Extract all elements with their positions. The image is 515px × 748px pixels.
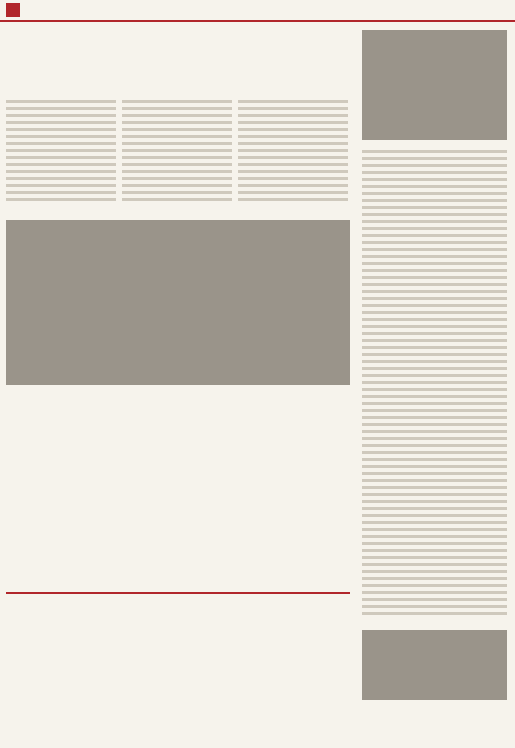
- text-line: [238, 107, 348, 110]
- text-line: [238, 128, 348, 131]
- text-line: [362, 178, 507, 181]
- text-line: [6, 198, 116, 201]
- text-line: [122, 170, 232, 173]
- text-line: [362, 332, 507, 335]
- text-line: [362, 402, 507, 405]
- text-line: [6, 184, 116, 187]
- text-line: [122, 100, 232, 103]
- text-line: [362, 255, 507, 258]
- text-line: [362, 549, 507, 552]
- text-line: [362, 164, 507, 167]
- text-line: [362, 381, 507, 384]
- text-line: [362, 199, 507, 202]
- text-line: [362, 556, 507, 559]
- text-line: [238, 170, 348, 173]
- text-line: [6, 177, 116, 180]
- text-line: [362, 171, 507, 174]
- text-line: [362, 297, 507, 300]
- text-line: [362, 241, 507, 244]
- text-line: [362, 577, 507, 580]
- text-line: [122, 107, 232, 110]
- text-line: [122, 135, 232, 138]
- text-line: [238, 177, 348, 180]
- text-line: [362, 444, 507, 447]
- middle-column-text: [122, 100, 232, 210]
- side-column-text: [362, 150, 507, 620]
- text-line: [362, 325, 507, 328]
- text-line: [362, 514, 507, 517]
- text-line: [6, 156, 116, 159]
- text-line: [6, 135, 116, 138]
- text-line: [362, 472, 507, 475]
- text-line: [362, 339, 507, 342]
- text-line: [6, 163, 116, 166]
- text-line: [362, 234, 507, 237]
- text-line: [362, 353, 507, 356]
- text-line: [122, 121, 232, 124]
- text-line: [362, 591, 507, 594]
- text-line: [362, 416, 507, 419]
- text-line: [238, 100, 348, 103]
- text-line: [362, 479, 507, 482]
- text-line: [6, 100, 116, 103]
- text-line: [362, 563, 507, 566]
- text-line: [122, 142, 232, 145]
- text-line: [6, 114, 116, 117]
- text-line: [362, 535, 507, 538]
- text-line: [362, 367, 507, 370]
- text-line: [6, 170, 116, 173]
- text-line: [238, 135, 348, 138]
- text-line: [362, 493, 507, 496]
- text-line: [238, 184, 348, 187]
- text-line: [362, 570, 507, 573]
- text-line: [122, 163, 232, 166]
- text-line: [362, 521, 507, 524]
- text-line: [122, 149, 232, 152]
- text-line: [6, 191, 116, 194]
- bottom-right-photo: [362, 630, 507, 700]
- left-column-text: [6, 100, 116, 210]
- text-line: [122, 114, 232, 117]
- text-line: [362, 598, 507, 601]
- text-line: [362, 157, 507, 160]
- text-line: [362, 423, 507, 426]
- text-line: [362, 612, 507, 615]
- text-line: [6, 107, 116, 110]
- text-line: [122, 198, 232, 201]
- text-line: [238, 198, 348, 201]
- text-line: [238, 149, 348, 152]
- text-line: [238, 191, 348, 194]
- text-line: [122, 128, 232, 131]
- section-divider: [6, 592, 350, 594]
- text-line: [362, 192, 507, 195]
- text-line: [122, 191, 232, 194]
- text-line: [362, 374, 507, 377]
- text-line: [362, 311, 507, 314]
- text-line: [362, 206, 507, 209]
- text-line: [362, 395, 507, 398]
- text-line: [362, 507, 507, 510]
- text-line: [362, 276, 507, 279]
- text-line: [362, 458, 507, 461]
- text-line: [362, 220, 507, 223]
- text-line: [362, 605, 507, 608]
- text-line: [362, 465, 507, 468]
- text-line: [362, 360, 507, 363]
- text-line: [362, 500, 507, 503]
- right-column-text: [238, 100, 348, 210]
- text-line: [122, 156, 232, 159]
- text-line: [362, 486, 507, 489]
- text-line: [6, 128, 116, 131]
- text-line: [238, 121, 348, 124]
- text-line: [362, 150, 507, 153]
- text-line: [238, 114, 348, 117]
- text-line: [362, 528, 507, 531]
- text-line: [362, 185, 507, 188]
- text-line: [362, 318, 507, 321]
- text-line: [362, 290, 507, 293]
- text-line: [362, 213, 507, 216]
- page-number: [6, 3, 20, 17]
- text-line: [362, 437, 507, 440]
- text-line: [362, 542, 507, 545]
- text-line: [122, 177, 232, 180]
- text-line: [362, 346, 507, 349]
- text-line: [238, 142, 348, 145]
- text-line: [362, 262, 507, 265]
- text-line: [362, 304, 507, 307]
- side-photo: [362, 30, 507, 140]
- text-line: [238, 163, 348, 166]
- text-line: [362, 283, 507, 286]
- text-line: [6, 121, 116, 124]
- masthead: [0, 0, 515, 22]
- text-line: [362, 584, 507, 587]
- text-line: [362, 430, 507, 433]
- text-line: [362, 451, 507, 454]
- text-line: [362, 269, 507, 272]
- text-line: [122, 184, 232, 187]
- text-line: [362, 388, 507, 391]
- text-line: [6, 149, 116, 152]
- text-line: [362, 227, 507, 230]
- text-line: [362, 248, 507, 251]
- lead-photo: [6, 220, 350, 385]
- text-line: [6, 142, 116, 145]
- lead-headline-area: [30, 30, 330, 90]
- text-line: [362, 409, 507, 412]
- text-line: [238, 156, 348, 159]
